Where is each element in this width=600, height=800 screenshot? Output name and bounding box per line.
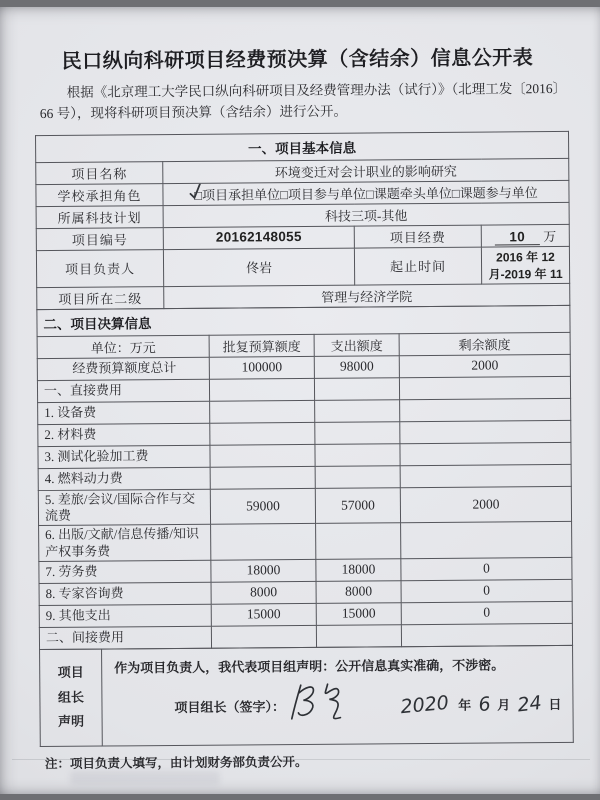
project-name-label: 项目名称 [36, 161, 163, 184]
budget-row-label: 5. 差旅/会议/国际合作与交流费 [38, 489, 210, 526]
budget-row-label: 4. 燃料动力费 [38, 467, 210, 490]
month-char: 月 [497, 697, 511, 713]
budget-row-value: 0 [401, 579, 572, 602]
scanned-paper [0, 7, 600, 794]
declaration-body [102, 645, 574, 746]
intro-paragraph: 根据《北京理工大学民口纵向科研项目及经费管理办法（试行）》（北理工发〔2016〕66 号），现将科研项目预决算（含结余）进行公开。 [39, 80, 560, 121]
period-label: 起止时间 [354, 247, 481, 285]
budget-row-value: 0 [401, 601, 572, 624]
budget-row-value [211, 524, 316, 560]
role-options: □项目承担单位□项目参与单位□课题牵头单位□课题参与单位 [194, 184, 538, 203]
budget-row-value [210, 422, 315, 445]
budget-row-value [315, 400, 400, 423]
period-value: 2016 年 12 月-2019 年 11 [481, 246, 569, 284]
budget-row-value: 8000 [316, 581, 401, 604]
budget-row [39, 522, 572, 562]
plan-label: 所属科技计划 [36, 205, 163, 228]
document-content [0, 5, 600, 773]
budget-row-value [401, 623, 572, 646]
column-approved: 批复预算额度 [209, 334, 314, 357]
budget-row-value: 2000 [400, 486, 571, 523]
declaration-table [39, 645, 574, 747]
budget-row [38, 486, 571, 526]
section2-header: 二、项目决算信息 [37, 305, 570, 336]
budget-row-value [209, 378, 314, 401]
role-options-cell [163, 180, 569, 205]
budget-row-value: 100000 [209, 356, 314, 379]
budget-row-value [401, 522, 572, 559]
code-label: 项目编号 [36, 227, 163, 250]
dept-value: 管理与经济学院 [164, 283, 570, 308]
handwritten-day: 24 [516, 691, 543, 717]
budget-row-label: 1. 设备费 [38, 401, 210, 424]
section1-header-row [36, 131, 569, 162]
budget-row-value [211, 625, 316, 648]
declaration-row [40, 645, 574, 746]
year-char: 年 [458, 698, 472, 714]
fund-label: 项目经费 [354, 225, 481, 248]
budget-row-value [315, 422, 400, 445]
budget-row-label: 9. 其他支出 [39, 604, 211, 627]
section1-header: 一、项目基本信息 [36, 131, 569, 162]
budget-row-value [210, 466, 315, 489]
dept-label: 项目所在二级 [37, 286, 164, 309]
column-spent: 支出额度 [314, 334, 399, 357]
budget-row-value [210, 444, 315, 467]
fund-value-cell [481, 224, 569, 247]
budget-row-value: 15000 [211, 603, 316, 626]
page-title: 民口纵向科研项目经费预决算（含结余）信息公开表 [61, 47, 534, 73]
column-unit: 单位：万元 [37, 335, 209, 358]
column-remaining: 剩余额度 [399, 332, 570, 355]
budget-row-label: 2. 材料费 [38, 423, 210, 446]
budget-row-value [316, 523, 401, 559]
handwritten-checkmark-icon [188, 180, 204, 199]
code-value: 20162148055 [163, 226, 354, 249]
budget-row-value: 57000 [315, 488, 400, 524]
leader-row [36, 246, 569, 287]
budget-row-label: 3. 测试化验加工费 [38, 445, 210, 468]
budget-row-value: 18000 [316, 559, 401, 582]
day-char: 日 [548, 697, 562, 713]
budget-table [36, 305, 573, 650]
budget-row-value [314, 378, 399, 401]
budget-row-value [400, 398, 571, 421]
budget-row-value [400, 464, 571, 487]
budget-row-value [399, 376, 570, 399]
budget-row-value [315, 466, 400, 489]
handwritten-month: 6 [476, 692, 492, 717]
budget-row-value: 18000 [211, 559, 316, 582]
handwritten-signature [287, 676, 361, 727]
budget-row-value: 2000 [399, 354, 570, 377]
leader-label: 项目负责人 [36, 249, 163, 287]
budget-row-value [315, 444, 400, 467]
budget-row-value: 8000 [211, 581, 316, 604]
budget-row-label: 7. 劳务费 [39, 560, 211, 583]
section2-header-row [37, 305, 570, 336]
ink-bleed-ghost [70, 771, 220, 785]
budget-row-value: 0 [401, 557, 572, 580]
footer-note: 注：项目负责人填写，由计划财务部负责公开。 [44, 754, 308, 771]
declaration-statement: 作为项目负责人，我代表项目组声明：公开信息真实准确，不涉密。 [114, 657, 505, 676]
budget-row-value: 59000 [210, 488, 315, 524]
budget-row-label: 8. 专家咨询费 [39, 582, 211, 605]
budget-row-label: 二、间接费用 [39, 626, 211, 649]
budget-row-value [210, 400, 315, 423]
budget-row-value [316, 625, 401, 648]
budget-row-value: 15000 [316, 603, 401, 626]
budget-row-value [400, 442, 571, 465]
budget-row-value [400, 420, 571, 443]
signature-row [174, 683, 564, 728]
fund-value: 10 [494, 229, 540, 245]
basic-info-table [35, 131, 570, 310]
fund-unit: 万 [543, 228, 557, 244]
budget-row-value: 98000 [314, 356, 399, 379]
role-label: 学校承担角色 [36, 183, 163, 206]
project-name-value: 环境变迁对会计职业的影响研究 [163, 158, 569, 183]
handwritten-year: 2020 [399, 691, 451, 719]
declaration-side-label: 项目 组长 声明 [40, 649, 103, 746]
signature-label: 项目组长（签字）： [174, 699, 286, 716]
budget-table-body [37, 354, 572, 649]
budget-row-label: 经费预算额度总计 [37, 357, 209, 380]
plan-value: 科技三项-其他 [163, 202, 569, 227]
budget-row-label: 一、直接费用 [37, 379, 209, 402]
leader-value: 佟岩 [163, 248, 354, 286]
budget-row-label: 6. 出版/文献/信息传播/知识产权事务费 [39, 525, 211, 562]
